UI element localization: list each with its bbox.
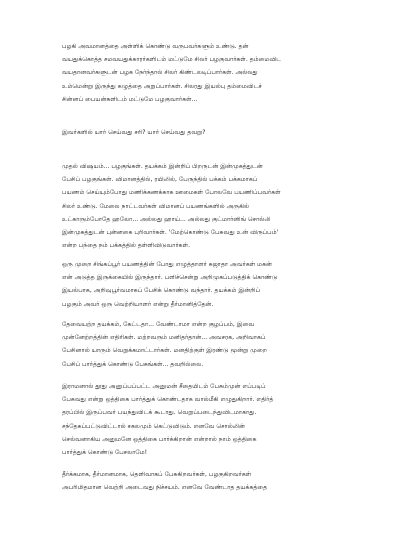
paragraph-intro bbox=[62, 40, 378, 106]
paragraph-first-point bbox=[62, 160, 378, 252]
text-line: வயதானவர்களுடன் பழக நேர்ந்தால் சிலர் கிண்டலடிப்பார்கள். அல்லது bbox=[62, 69, 258, 77]
text-line: இன்முகத்துடன் புன்னகை புரிவார்கள். 'மேற்கொண்டு பேசுவது உன் விருப்பம்' bbox=[62, 228, 279, 236]
paragraph-conclusion bbox=[62, 468, 378, 494]
text-line: இவர்களில் யார் செய்வது சரி? யார் செய்வது தவறு? bbox=[62, 129, 206, 136]
text-line: உட்காரும்போதே ஹலோ... அல்லது ஹாய்... அல்லது குட்மார்னிங் சொல்லி bbox=[62, 215, 271, 223]
text-line: பழகும் அவர் ஒரு வெற்றியாளர் என்று தீர்மானித்தேன். bbox=[62, 300, 214, 308]
text-line: பார்த்துக் கொண்டு பேசலாமே! bbox=[62, 448, 148, 456]
text-line: பேசிப் பார்த்துக் கொண்டு பேசுங்கள்... தவறில்லை. bbox=[62, 360, 204, 368]
text-line: பழகி அவமானத்தை அள்ளிக் கொண்டு வருபவர்களும் உண்டு. தன் bbox=[62, 43, 249, 50]
text-line: இயல்பாக, அறிவுபூர்வமாகப் பேசிக் கொண்டு வந்தார். தயக்கம் இன்றிப் bbox=[62, 287, 260, 295]
text-line: வயதுக்கொத்த சமவயதுக்காரர்களிடம் மட்டுமே சிலர் பழகுவார்கள். தம்மைவிட bbox=[62, 56, 282, 64]
text-line: சிலர் உண்டு. மேலை நாட்டவர்கள் விமானப் பயணங்களில் அருகில் bbox=[62, 202, 250, 210]
text-line: என்ற பந்தை நம் பக்கத்தில் தள்ளிவிடுவார்கள். bbox=[62, 242, 191, 250]
text-line: சந்தேகப்பட்டுவிட்டால் சகலமும் கெட்டுவிடும். எனவே சொல்லின் bbox=[62, 422, 245, 430]
text-line: தரப்பில் இருப்பவர் பயந்துவிடக் கூடாது. வெறுப்படைந்துவிடமாகாது. bbox=[62, 409, 257, 417]
text-line: பயணம் செய்யும்போது மணிக்கணக்காக ஊமைகள் போலவே பயணிப்பவர்கள் bbox=[62, 189, 281, 197]
paragraph-singapore bbox=[62, 258, 378, 311]
text-line: ஒரு முறை சிங்கப்பூர் பயணத்தின் போது எழுத்தாளர் சுஜாதா அவர்கள் மகன் bbox=[62, 261, 272, 268]
paragraph-hanuman bbox=[62, 380, 378, 459]
text-line: தீர்க்கமாக, தீர்மானமாக, தெளிவாகப் பேசுகிறவர்கள், பழகுகிறவர்கள் bbox=[62, 471, 252, 478]
text-line: அபரிமிதமான வெற்றி அடைவது நிச்சயம். எனவே வேண்டாத தயக்கத்தை bbox=[62, 484, 268, 492]
text-line: இராமனால் தூது அனுப்பப்பட்ட அனுமன் சீதையிடம் பேசும்முன் எப்படிப் bbox=[62, 383, 266, 390]
text-line: என் அடுத்த இருக்கையில் இருந்தார். பளிச்சென்று அறிமுகப்படுத்திக் கொண்டு bbox=[62, 274, 278, 282]
paragraph-hesitation bbox=[62, 318, 378, 371]
text-line: பேசுவது என்று ஒத்திகை பார்த்துக் கொண்டதாக வால்மீகி எழுதுகிறார். எதிர்த் bbox=[62, 396, 274, 404]
text-line: முதல் விஷயம்... பழகுங்கள். தயக்கம் இன்றிப் பிறருடன் இன்முகத்துடன் bbox=[62, 163, 263, 170]
text-line: உம்மென்று இருந்து கழுத்தை அறுப்பார்கள். சிலரது இயல்பு தம்மைவிடச் bbox=[62, 82, 262, 90]
text-line: சின்னப் பையன்களிடம் மட்டுமே பழகுவார்கள்... bbox=[62, 95, 198, 103]
text-line: முன்னேற்றத்தின் எதிரிகள். மற்றவரும் மனிதர்தான்... அவசரக, அறிவாகப் bbox=[62, 334, 266, 342]
paragraph-question bbox=[62, 126, 378, 139]
text-line: பேசிப் பழகுங்கள். விமானத்தில், ரயிலில், பேருந்தில் பக்கம் பக்கமாகப் bbox=[62, 176, 258, 184]
text-line: பேசினால் யாரும் வெறுக்கமாட்டார்கள். மனதிற்குள் இரண்டு மூன்று முறை bbox=[62, 347, 267, 355]
text-line: செல்வனாகிய அனுமனே ஒத்திகை பார்க்கிறான் என்றால் நாம் ஒத்திகை bbox=[62, 435, 257, 443]
text-line: தேவையற்ற தயக்கம், கேட்டதா... வேண்டாமா என்ற குழப்பம், இவை bbox=[62, 321, 255, 328]
